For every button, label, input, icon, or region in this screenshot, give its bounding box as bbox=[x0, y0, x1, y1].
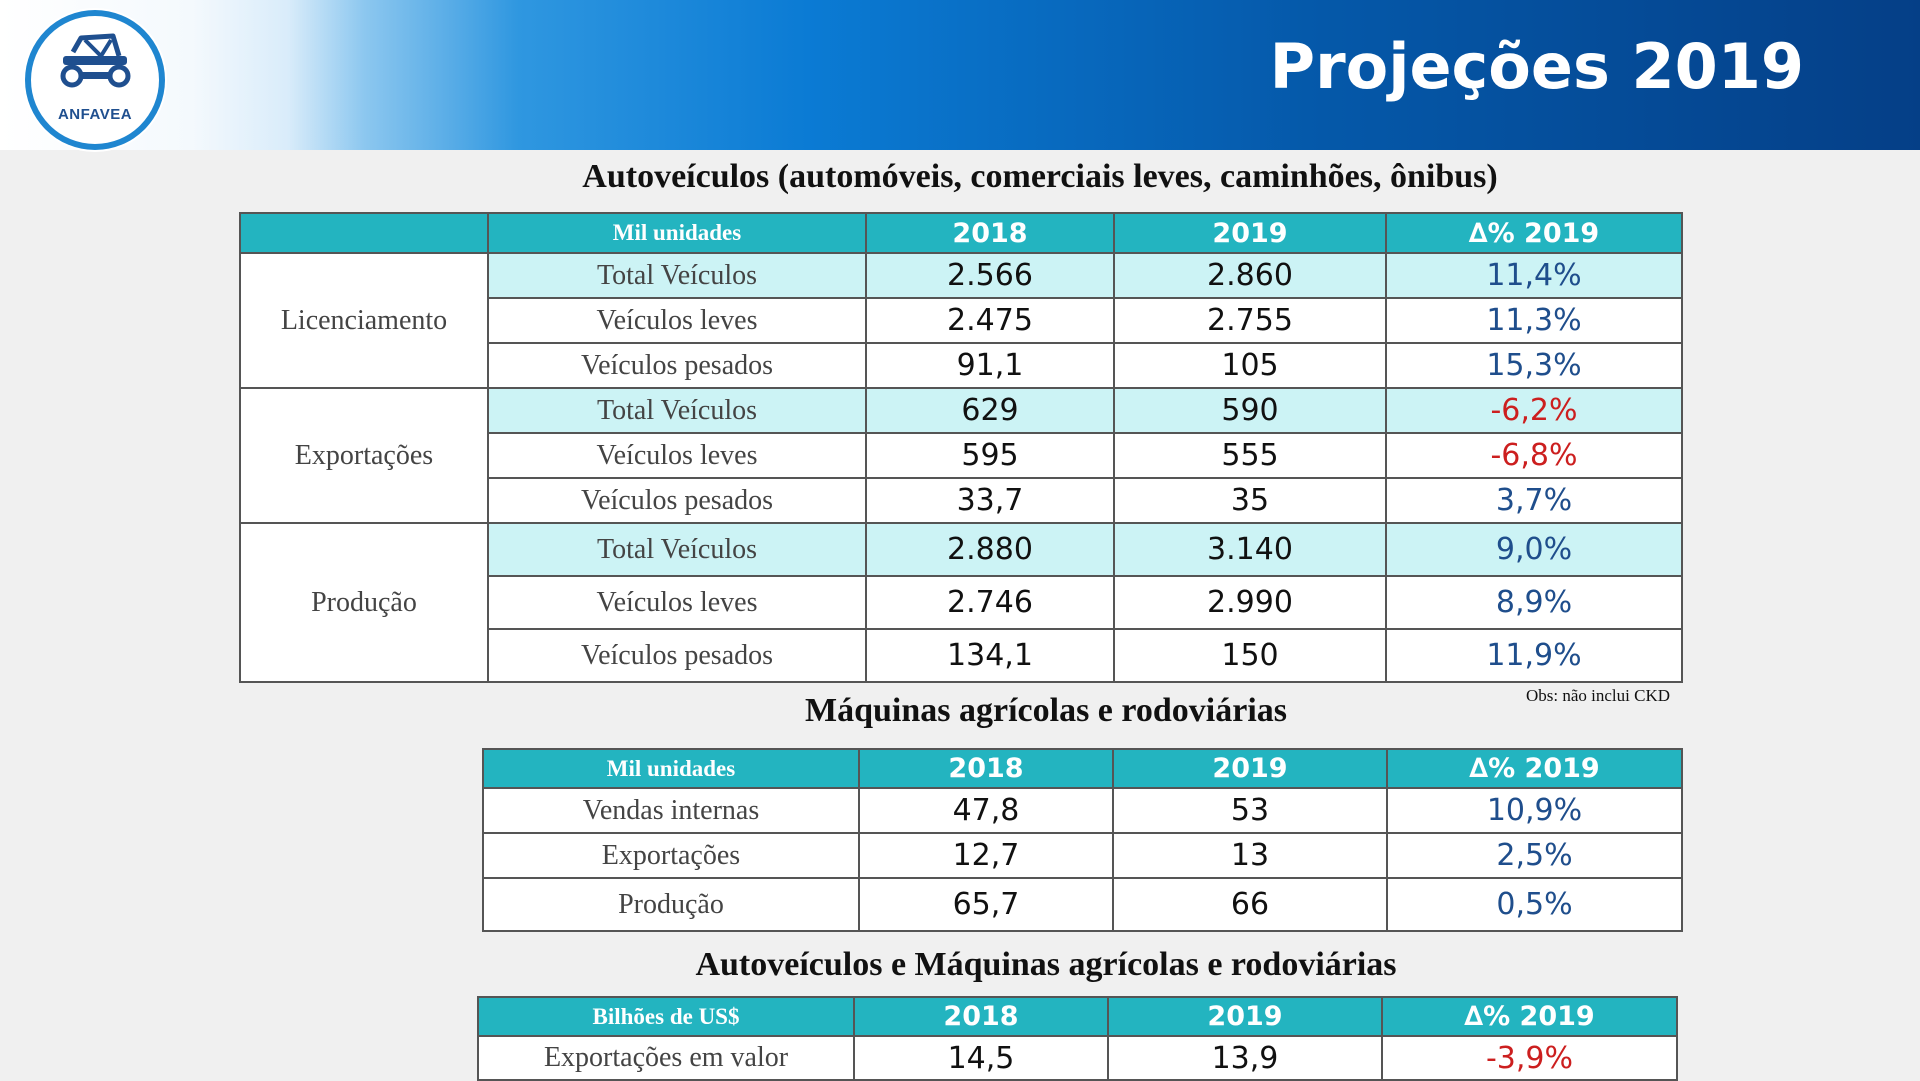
year-2019-header: 2019 bbox=[1108, 997, 1382, 1036]
year-2019-header: 2019 bbox=[1114, 213, 1386, 253]
delta-value: 3,7% bbox=[1386, 478, 1682, 523]
year-2018-header: 2018 bbox=[866, 213, 1114, 253]
value-2019: 2.755 bbox=[1114, 298, 1386, 343]
value-2018: 47,8 bbox=[859, 788, 1113, 833]
row-label: Veículos leves bbox=[488, 298, 866, 343]
delta-value: 10,9% bbox=[1387, 788, 1682, 833]
autoveiculos-table bbox=[239, 212, 1683, 683]
row-label: Total Veículos bbox=[488, 253, 866, 298]
year-2019-header: 2019 bbox=[1113, 749, 1387, 788]
row-label: Veículos pesados bbox=[488, 629, 866, 682]
table-row bbox=[483, 833, 1682, 878]
row-label: Total Veículos bbox=[488, 523, 866, 576]
value-2018: 2.880 bbox=[866, 523, 1114, 576]
value-2019: 53 bbox=[1113, 788, 1387, 833]
value-2019: 35 bbox=[1114, 478, 1386, 523]
delta-header: ∆% 2019 bbox=[1387, 749, 1682, 788]
unit-header: Bilhões de US$ bbox=[478, 997, 854, 1036]
value-2019: 2.860 bbox=[1114, 253, 1386, 298]
delta-value: 0,5% bbox=[1387, 878, 1682, 931]
delta-header: ∆% 2019 bbox=[1386, 213, 1682, 253]
delta-value: -6,2% bbox=[1386, 388, 1682, 433]
empty-header-cell bbox=[240, 213, 488, 253]
combinado-title: Autoveículos e Máquinas agrícolas e rodoviárias bbox=[695, 946, 1397, 983]
table-row bbox=[240, 253, 1682, 298]
delta-value: 2,5% bbox=[1387, 833, 1682, 878]
header-banner bbox=[0, 0, 1920, 150]
value-2019: 13,9 bbox=[1108, 1036, 1382, 1080]
anfavea-logo bbox=[25, 10, 165, 150]
table-row bbox=[240, 523, 1682, 576]
value-2019: 590 bbox=[1114, 388, 1386, 433]
table-header-row bbox=[483, 749, 1682, 788]
delta-value: -6,8% bbox=[1386, 433, 1682, 478]
table-header-row bbox=[478, 997, 1677, 1036]
year-2018-header: 2018 bbox=[859, 749, 1113, 788]
maquinas-title: Máquinas agrícolas e rodoviárias bbox=[805, 692, 1287, 729]
value-2018: 91,1 bbox=[866, 343, 1114, 388]
year-2018-header: 2018 bbox=[854, 997, 1108, 1036]
row-label: Exportações bbox=[483, 833, 859, 878]
table-row bbox=[478, 1036, 1677, 1080]
delta-value: 8,9% bbox=[1386, 576, 1682, 629]
delta-value: -3,9% bbox=[1382, 1036, 1677, 1080]
group-producao: Produção bbox=[240, 523, 488, 682]
group-licenciamento: Licenciamento bbox=[240, 253, 488, 388]
value-2018: 12,7 bbox=[859, 833, 1113, 878]
row-label: Veículos leves bbox=[488, 576, 866, 629]
table-row bbox=[483, 878, 1682, 931]
row-label: Produção bbox=[483, 878, 859, 931]
group-exportacoes: Exportações bbox=[240, 388, 488, 523]
value-2018: 134,1 bbox=[866, 629, 1114, 682]
row-label: Veículos pesados bbox=[488, 343, 866, 388]
value-2019: 2.990 bbox=[1114, 576, 1386, 629]
row-label: Exportações em valor bbox=[478, 1036, 854, 1080]
delta-value: 11,9% bbox=[1386, 629, 1682, 682]
value-2018: 2.475 bbox=[866, 298, 1114, 343]
value-2019: 555 bbox=[1114, 433, 1386, 478]
autoveiculos-title: Autoveículos (automóveis, comerciais leves, caminhões, ônibus) bbox=[582, 158, 1498, 195]
value-2019: 150 bbox=[1114, 629, 1386, 682]
value-2018: 2.566 bbox=[866, 253, 1114, 298]
value-2019: 3.140 bbox=[1114, 523, 1386, 576]
table-header-row bbox=[240, 213, 1682, 253]
row-label: Veículos pesados bbox=[488, 478, 866, 523]
logo-text: ANFAVEA bbox=[57, 106, 133, 123]
note-text: Obs: não inclui CKD bbox=[1526, 686, 1671, 705]
vehicle-icon bbox=[55, 30, 135, 90]
table-row bbox=[483, 788, 1682, 833]
combinado-table bbox=[477, 996, 1678, 1081]
value-2019: 105 bbox=[1114, 343, 1386, 388]
value-2019: 13 bbox=[1113, 833, 1387, 878]
row-label: Total Veículos bbox=[488, 388, 866, 433]
unit-header: Mil unidades bbox=[483, 749, 859, 788]
value-2018: 33,7 bbox=[866, 478, 1114, 523]
delta-value: 9,0% bbox=[1386, 523, 1682, 576]
delta-value: 11,3% bbox=[1386, 298, 1682, 343]
value-2018: 14,5 bbox=[854, 1036, 1108, 1080]
unit-header: Mil unidades bbox=[488, 213, 866, 253]
table-row bbox=[240, 388, 1682, 433]
maquinas-table bbox=[482, 748, 1683, 932]
value-2018: 2.746 bbox=[866, 576, 1114, 629]
row-label: Veículos leves bbox=[488, 433, 866, 478]
value-2019: 66 bbox=[1113, 878, 1387, 931]
row-label: Vendas internas bbox=[483, 788, 859, 833]
value-2018: 595 bbox=[866, 433, 1114, 478]
page-title: Projeções 2019 bbox=[1269, 30, 1804, 103]
delta-value: 11,4% bbox=[1386, 253, 1682, 298]
value-2018: 629 bbox=[866, 388, 1114, 433]
delta-value: 15,3% bbox=[1386, 343, 1682, 388]
delta-header: ∆% 2019 bbox=[1382, 997, 1677, 1036]
value-2018: 65,7 bbox=[859, 878, 1113, 931]
